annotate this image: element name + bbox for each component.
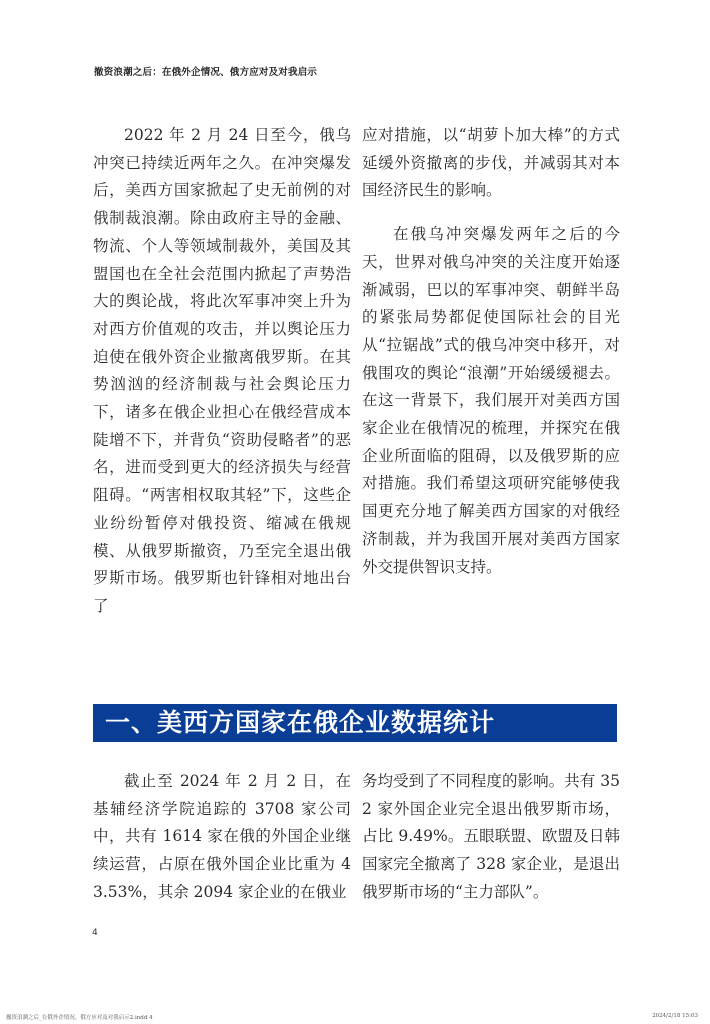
section-paragraph-1-continued: 务均受到了不同程度的影响。共有 352 家外国企业完全退出俄罗斯市场，占比 9.49%。五眼联盟、欧盟及日韩国家完全撤离了 328 家企业，是退出俄罗斯市场的“主力部队”。 (362, 772, 620, 901)
running-header: 撤资浪潮之后：在俄外企情况、俄方应对及对我启示 (94, 67, 318, 78)
page-number: 4 (92, 928, 98, 938)
section-heading: 一、美西方国家在俄企业数据统计 (93, 704, 617, 742)
intro-left-column (93, 122, 351, 621)
section-right-column (362, 768, 620, 907)
section-paragraph-1: 截止至 2024 年 2 月 2 日，在基辅经济学院追踪的 3708 家公司中，共有 1614 家在俄的外国企业继续运营，占原在俄外国企业比重为 43.53%，其余 2094 家企业的在俄业 (93, 772, 351, 901)
print-slug-timestamp: 2024/2/18 15:03 (652, 1013, 698, 1019)
intro-right-column (362, 122, 620, 581)
section-left-column (93, 768, 351, 907)
intro-paragraph-1-continued: 应对措施，以“胡萝卜加大棒”的方式延缓外资撤离的步伐，并减弱其对本国经济民生的影响。 (362, 126, 620, 200)
intro-paragraph-1: 2022 年 2 月 24 日至今，俄乌冲突已持续近两年之久。在冲突爆发后，美西方国家掀起了史无前例的对俄制裁浪潮。除由政府主导的金融、物流、个人等领域制裁外，美国及其盟国也在全社会范围内掀起了声势浩大的舆论战，将此次军事冲突上升为对西方价值观的攻击，并以舆论压力迫使在俄外资企业撤离俄罗斯。在其势汹汹的经济制裁与社会舆论压力下，诸多在俄企业担心在俄经营成本陡增不下，并背负“资助侵略者”的恶名，进而受到更大的经济损失与经营阻碍。“两害相权取其轻”下，这些企业纷纷暂停对俄投资、缩减在俄规模、从俄罗斯撤资，乃至完全退出俄罗斯市场。俄罗斯也针锋相对地出台了 (93, 126, 351, 615)
print-slug-filename: 撤资浪潮之后_在俄外企情况、俄方应对及对我启示2.indd 4 (6, 1015, 153, 1021)
intro-paragraph-2: 在俄乌冲突爆发两年之后的今天，世界对俄乌冲突的关注度开始逐渐减弱，巴以的军事冲突、朝鲜半岛的紧张局势都促使国际社会的目光从“拉锯战”式的俄乌冲突中移开，对俄围攻的舆论“浪潮”开始缓缓褪去。在这一背景下，我们展开对美西方国家企业在俄情况的梳理，并探究在俄企业所面临的阻碍，以及俄罗斯的应对措施。我们希望这项研究能够使我国更充分地了解美西方国家的对俄经济制裁，并为我国开展对美西方国家外交提供智识支持。 (362, 225, 620, 576)
